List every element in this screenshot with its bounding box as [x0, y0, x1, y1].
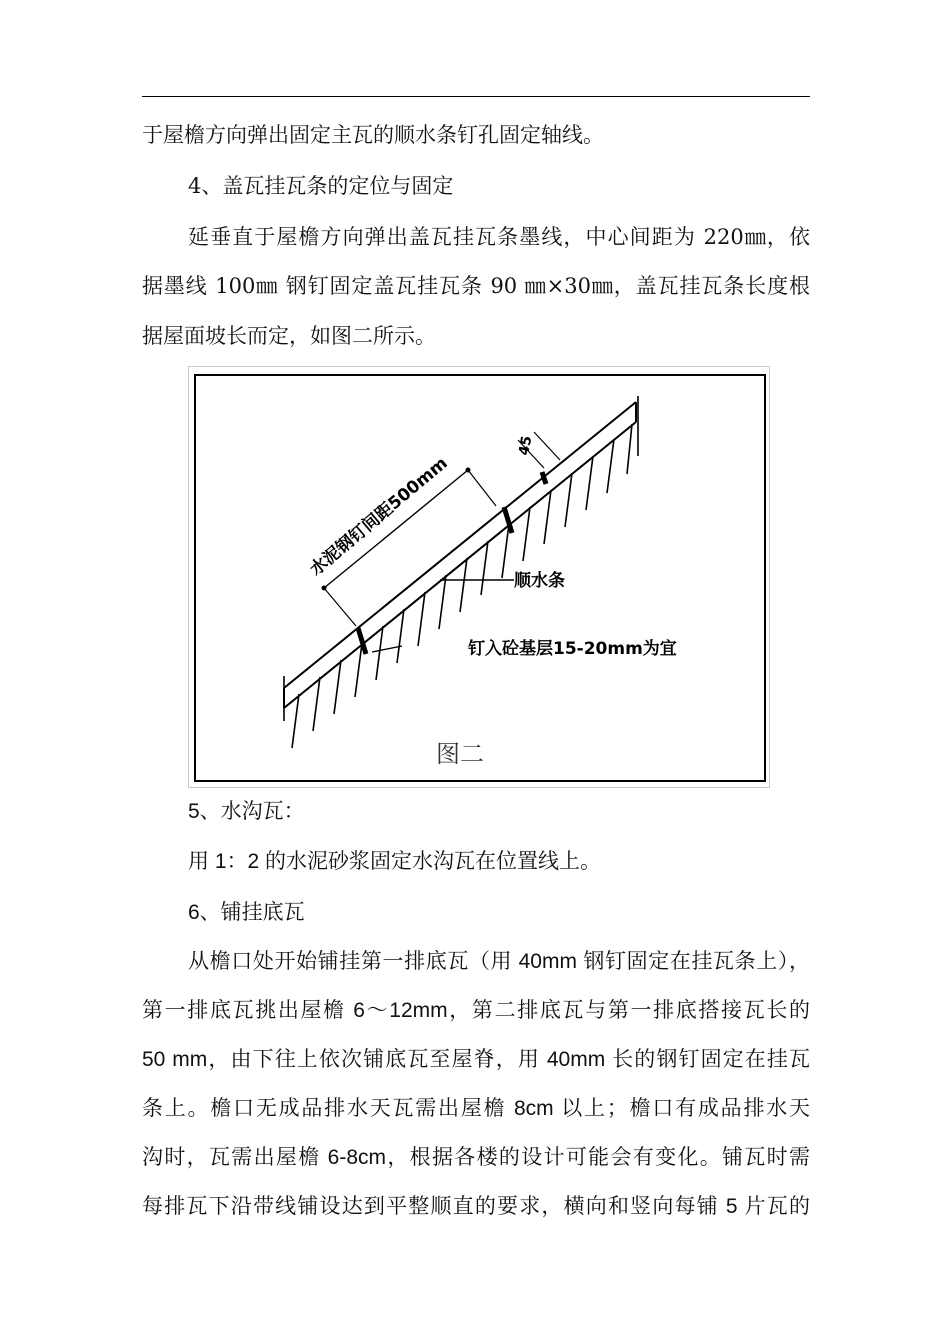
paragraph-line: 第一排底瓦挑出屋檐 6～12mm，第二排底瓦与第一排底搭接瓦长的: [142, 999, 810, 1022]
figure-caption: 图二: [436, 740, 484, 768]
dimension-line: [324, 470, 468, 588]
roof-batten-diagram: [196, 376, 764, 780]
small-dimension-label: 45: [516, 434, 536, 457]
paragraph-line: 于屋檐方向弹出固定主瓦的顺水条钉孔固定轴线。: [142, 123, 604, 147]
paragraph-line: 据屋面坡长而定，如图二所示。: [142, 324, 436, 348]
dimension-label: 水泥钢钉间距500mm: [306, 453, 452, 580]
strip-label: 顺水条: [514, 571, 565, 591]
nail-leader: [372, 646, 402, 652]
section-heading-6: 6、铺挂底瓦: [188, 901, 305, 924]
paragraph-line: 沟时，瓦需出屋檐 6-8cm，根据各楼的设计可能会有变化。铺瓦时需: [142, 1146, 810, 1169]
paragraph-line: 每排瓦下沿带线铺设达到平整顺直的要求，横向和竖向每铺 5 片瓦的: [142, 1195, 810, 1218]
figure-frame: [194, 374, 766, 782]
paragraph-line: 从檐口处开始铺挂第一排底瓦（用 40mm 钢钉固定在挂瓦条上），: [188, 950, 810, 973]
paragraph-line: 延垂直于屋檐方向弹出盖瓦挂瓦条墨线，中心间距为 220㎜，依: [188, 225, 810, 249]
section-heading-4: 4、盖瓦挂瓦条的定位与固定: [188, 174, 454, 198]
figure-2: [188, 366, 770, 788]
header-rule: [142, 96, 810, 97]
base-layer-hatch: [292, 424, 632, 748]
section-heading-5: 5、水沟瓦：: [188, 800, 305, 823]
nail-label: 钉入砼基层15-20mm为宜: [468, 639, 677, 659]
paragraph-line: 条上。檐口无成品排水天瓦需出屋檐 8cm 以上；檐口有成品排水天: [142, 1097, 810, 1120]
paragraph-line: 据墨线 100㎜ 钢钉固定盖瓦挂瓦条 90 ㎜×30㎜，盖瓦挂瓦条长度根: [142, 274, 810, 298]
paragraph-line: 50 mm，由下往上依次铺底瓦至屋脊，用 40mm 长的钢钉固定在挂瓦: [142, 1048, 810, 1071]
paragraph-line: 用 1：2 的水泥砂浆固定水沟瓦在位置线上。: [188, 850, 602, 873]
